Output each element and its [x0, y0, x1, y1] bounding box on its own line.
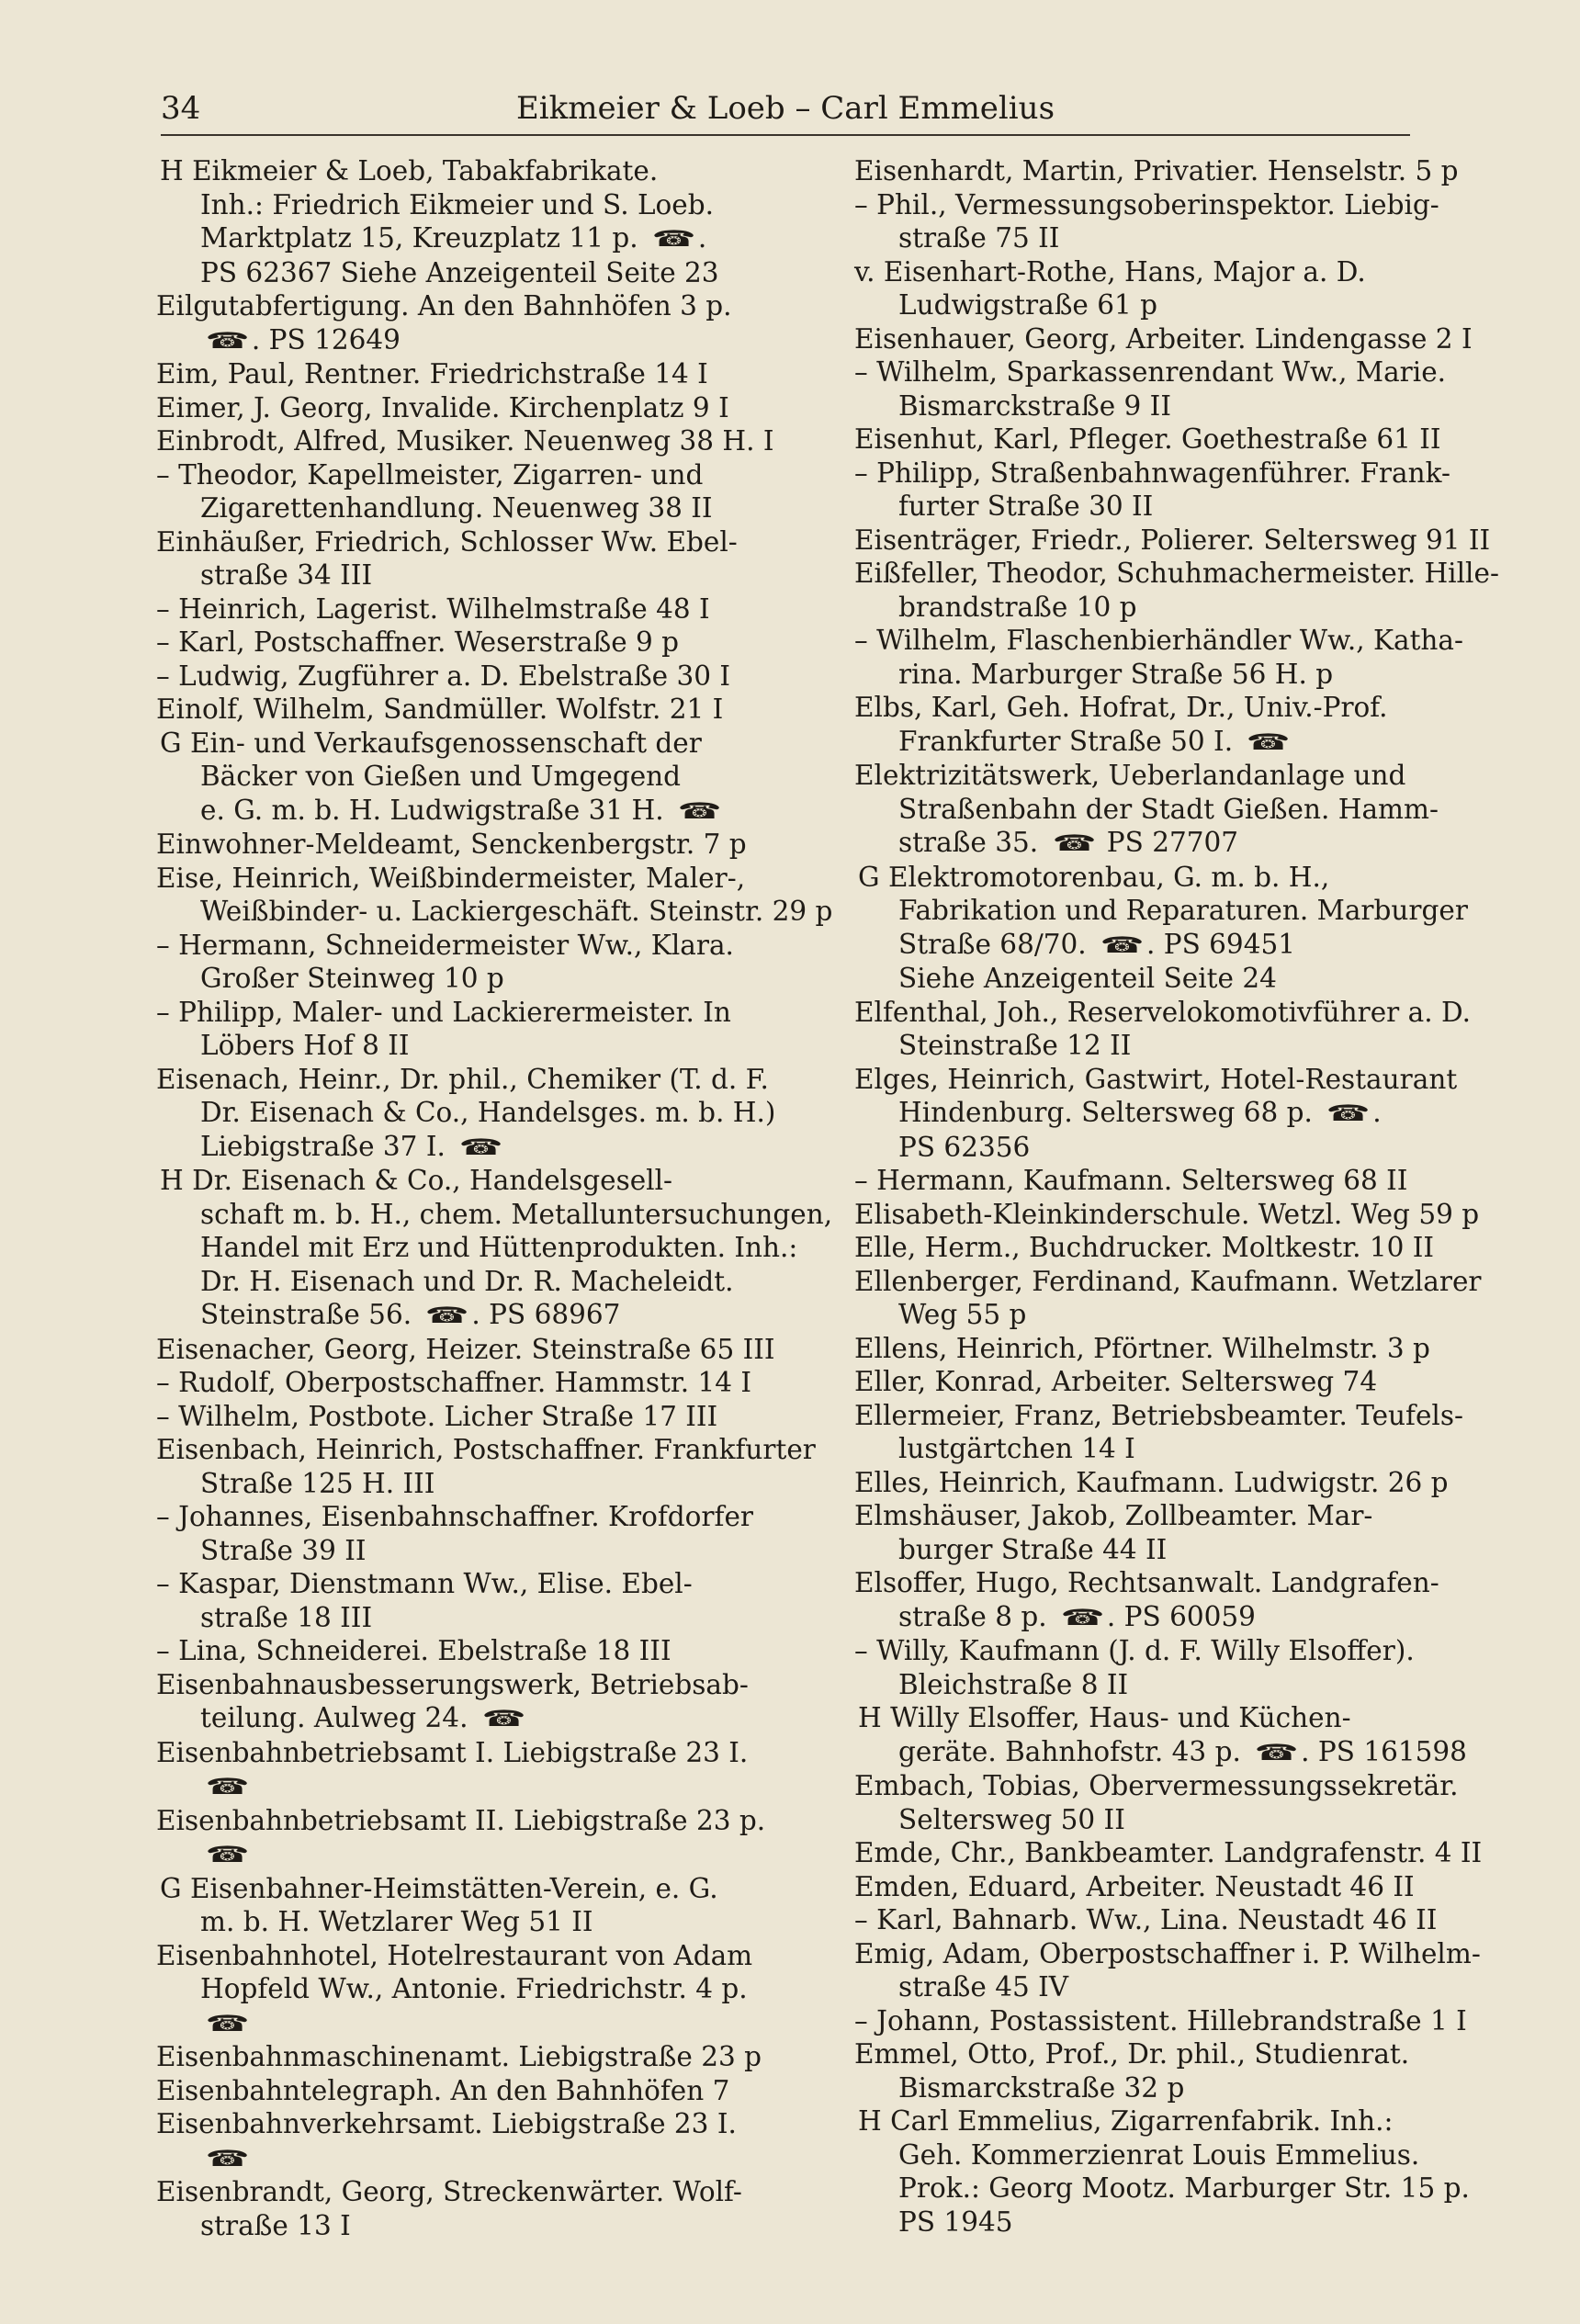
- entry-line: Emig, Adam, Oberpostschaffner i. P. Wilhelm-: [854, 1937, 1481, 1969]
- telephone-icon: ☎: [205, 2010, 247, 2036]
- directory-entry: [156, 289, 808, 357]
- entry-line: Eim, Paul, Rentner. Friedrichstraße 14 I: [156, 358, 708, 389]
- directory-entry: [156, 626, 808, 660]
- entry-line: Eimer, J. Georg, Invalide. Kirchenplatz 9 I: [156, 391, 729, 423]
- directory-entry: [854, 996, 1507, 1063]
- directory-entry: [156, 828, 808, 862]
- entry-line: Dr. H. Eisenach und Dr. R. Macheleidt.: [200, 1265, 734, 1297]
- entry-line: Bismarckstraße 32 p: [898, 2071, 1185, 2104]
- entry-line: – Karl, Postschaffner. Weserstraße 9 p: [156, 626, 680, 658]
- directory-entry: [156, 2107, 808, 2175]
- entry-line: Marktplatz 15, Kreuzplatz 11 p. ☎ .: [156, 221, 808, 256]
- directory-entry: [156, 727, 808, 829]
- directory-entry: [156, 1366, 808, 1400]
- entry-line: PS 62367 Siehe Anzeigenteil Seite 23: [200, 256, 719, 288]
- telephone-icon: ☎: [1060, 1604, 1102, 1630]
- right-column: [854, 154, 1507, 2239]
- entry-line: – Heinrich, Lagerist. Wilhelmstraße 48 I: [156, 592, 710, 625]
- entry-line: – Karl, Bahnarb. Ww., Lina. Neustadt 46 II: [854, 1904, 1438, 1935]
- entry-line: – Hermann, Schneidermeister Ww., Klara.: [156, 929, 734, 961]
- entry-line: Ellenberger, Ferdinand, Kaufmann. Wetzlarer: [854, 1265, 1482, 1297]
- entry-line: Ludwigstraße 61 p: [898, 289, 1158, 321]
- entry-line: Elektrizitätswerk, Ueberlandanlage und: [854, 760, 1406, 791]
- directory-entry: [854, 2037, 1507, 2104]
- entry-line: Bleichstraße 8 II: [898, 1668, 1129, 1700]
- directory-entry: [854, 691, 1507, 759]
- entry-line: Weißbinder- u. Lackiergeschäft. Steinstr. 29 p: [200, 896, 833, 927]
- entry-line: schaft m. b. H., chem. Metalluntersuchungen,: [200, 1198, 833, 1230]
- entry-line: Dr. Eisenach & Co., Handelsges. m. b. H.): [200, 1097, 776, 1128]
- entry-line: Frankfurter Straße 50 I. ☎: [854, 725, 1507, 760]
- directory-entry: [156, 1164, 833, 1333]
- directory-entry: [156, 357, 808, 391]
- directory-entry: [156, 424, 808, 458]
- entry-line: Elfenthal, Joh., Reservelokomotivführer a. D.: [854, 996, 1471, 1028]
- directory-entry: [156, 1939, 808, 2041]
- directory-entry: [156, 1872, 808, 1939]
- directory-entry: [156, 1500, 808, 1567]
- entry-line: Straßenbahn der Stadt Gießen. Hamm-: [898, 793, 1439, 825]
- entry-line: Einhäußer, Friedrich, Schlosser Ww. Ebel-: [156, 525, 738, 558]
- directory-entry: [156, 391, 808, 425]
- directory-entry: [156, 996, 808, 1063]
- telephone-icon: ☎: [1052, 830, 1093, 856]
- entry-line: Elsoffer, Hugo, Rechtsanwalt. Landgrafen-: [854, 1567, 1439, 1598]
- directory-entry: [156, 1804, 808, 1872]
- entry-line: straße 45 IV: [898, 1971, 1069, 2002]
- directory-entry: [854, 1566, 1507, 1634]
- directory-entry: [854, 1769, 1507, 1836]
- entry-line: – Ludwig, Zugführer a. D. Ebelstraße 30 I: [156, 660, 731, 692]
- entry-line: G Ein- und Verkaufsgenossenschaft der: [160, 727, 702, 759]
- entry-line: H Carl Emmelius, Zigarrenfabrik. Inh.:: [858, 2105, 1394, 2137]
- entry-line: Elbs, Karl, Geh. Hofrat, Dr., Univ.-Prof.: [854, 692, 1388, 723]
- entry-line: – Johann, Postassistent. Hillebrandstraße 1 I: [854, 2004, 1467, 2036]
- entry-line: v. Eisenhart-Rothe, Hans, Major a. D.: [854, 255, 1366, 288]
- entry-line: Weg 55 p: [898, 1299, 1027, 1330]
- entry-line: Eisenbahnhotel, Hotelrestaurant von Adam: [156, 1939, 753, 1971]
- entry-line: Steinstraße 56. ☎ . PS 68967: [156, 1298, 808, 1333]
- directory-entry: [854, 1466, 1507, 1500]
- directory-entry: [854, 1265, 1507, 1332]
- entry-line: m. b. H. Wetzlarer Weg 51 II: [200, 1906, 593, 1937]
- telephone-icon: ☎: [1247, 728, 1288, 755]
- entry-line: Eilgutabfertigung. An den Bahnhöfen 3 p.: [156, 290, 732, 322]
- entry-line: – Wilhelm, Sparkassenrendant Ww., Marie.: [854, 356, 1447, 388]
- entry-line: Fabrikation und Reparaturen. Marburger: [898, 895, 1468, 926]
- directory-entry: [156, 660, 808, 694]
- directory-entry: [854, 1332, 1507, 1366]
- directory-entry: [854, 1164, 1507, 1198]
- directory-entry: [156, 1668, 808, 1736]
- entry-line: Hopfeld Ww., Antonie. Friedrichstr. 4 p.: [200, 1973, 748, 2004]
- entry-line: Bismarckstraße 9 II: [898, 389, 1171, 422]
- directory-entry: [156, 862, 833, 929]
- directory-entry: [854, 1365, 1507, 1399]
- entry-line: Liebigstraße 37 I. ☎: [156, 1130, 808, 1165]
- entry-line: Eisenbach, Heinrich, Postschaffner. Frankfurter: [156, 1434, 816, 1465]
- entry-line: Eisenbahnmaschinenamt. Liebigstraße 23 p: [156, 2041, 762, 2072]
- telephone-icon: ☎: [1100, 931, 1142, 958]
- directory-entry: [854, 1499, 1507, 1566]
- telephone-icon: ☎: [205, 1842, 247, 1867]
- entry-line: – Philipp, Straßenbahnwagenführer. Frank-: [854, 457, 1450, 489]
- entry-line: – Phil., Vermessungsoberinspektor. Liebig-: [854, 188, 1439, 220]
- entry-line: G Eisenbahner-Heimstätten-Verein, e. G.: [160, 1872, 718, 1904]
- directory-entry: [854, 1701, 1507, 1769]
- directory-entry: [854, 1063, 1507, 1165]
- entry-line: Ellermeier, Franz, Betriebsbeamter. Teufels-: [854, 1399, 1463, 1431]
- entry-line: – Theodor, Kapellmeister, Zigarren- und: [156, 458, 704, 491]
- entry-line: Eisenbahnbetriebsamt I. Liebigstraße 23 I.: [156, 1736, 749, 1768]
- entry-line: Einbrodt, Alfred, Musiker. Neuenweg 38 H. I: [156, 425, 774, 457]
- entry-line: [156, 2141, 808, 2176]
- entry-line: Großer Steinweg 10 p: [200, 963, 504, 994]
- entry-line: Eisenbahntelegraph. An den Bahnhöfen 7: [156, 2074, 730, 2106]
- entry-line: Ellens, Heinrich, Pförtner. Wilhelmstr. 3 p: [854, 1332, 1430, 1364]
- directory-entry: [854, 524, 1507, 558]
- directory-entry: [156, 929, 808, 996]
- entry-line: H Dr. Eisenach & Co., Handelsgesell-: [160, 1165, 673, 1196]
- directory-entry: [156, 693, 808, 727]
- directory-entry: [854, 1937, 1507, 2004]
- directory-entry: [854, 423, 1507, 457]
- entry-line: Geh. Kommerzienrat Louis Emmelius.: [898, 2138, 1420, 2171]
- entry-line: H Willy Elsoffer, Haus- und Küchen-: [858, 1702, 1351, 1733]
- entry-line: Eisenhardt, Martin, Privatier. Henselstr. 5 p: [854, 155, 1459, 186]
- entry-line: Prok.: Georg Mootz. Marburger Str. 15 p.: [898, 2172, 1470, 2204]
- entry-line: – Johannes, Eisenbahnschaffner. Krofdorfer: [156, 1501, 754, 1532]
- directory-entry: [156, 458, 808, 525]
- telephone-icon: ☎: [1326, 1100, 1368, 1126]
- directory-entry: [156, 1634, 808, 1668]
- entry-line: straße 34 III: [200, 559, 373, 591]
- directory-entry: [854, 1634, 1507, 1701]
- entry-line: Straße 39 II: [200, 1534, 367, 1566]
- entry-line: straße 35. ☎ PS 27707: [854, 826, 1507, 861]
- entry-line: [156, 1837, 808, 1872]
- directory-entry: [156, 2074, 808, 2108]
- entry-line: e. G. m. b. H. Ludwigstraße 31 H. ☎: [156, 794, 808, 829]
- entry-line: straße 75 II: [898, 222, 1060, 254]
- entry-line: H Eikmeier & Loeb, Tabakfabrikate.: [160, 155, 659, 186]
- entry-line: Löbers Hof 8 II: [200, 1030, 410, 1061]
- entry-line: Eisenträger, Friedr., Polierer. Seltersweg 91 II: [854, 524, 1491, 556]
- directory-entry: [156, 592, 808, 626]
- directory-entry: [854, 2104, 1507, 2239]
- entry-line: brandstraße 10 p: [898, 591, 1137, 623]
- entry-line: Eisenhut, Karl, Pfleger. Goethestraße 61 II: [854, 423, 1441, 455]
- directory-entry: [854, 624, 1507, 691]
- entry-line: Bäcker von Gießen und Umgegend: [200, 761, 682, 792]
- directory-entry: [854, 1870, 1507, 1904]
- entry-line: – Willy, Kaufmann (J. d. F. Willy Elsoffer).: [854, 1635, 1415, 1666]
- entry-line: Handel mit Erz und Hüttenprodukten. Inh.:: [200, 1232, 798, 1263]
- entry-line: Elges, Heinrich, Gastwirt, Hotel-Restaurant: [854, 1063, 1458, 1095]
- left-column: [156, 154, 833, 2242]
- directory-entry: [854, 1836, 1507, 1870]
- entry-line: burger Straße 44 II: [898, 1533, 1168, 1565]
- entry-line: Steinstraße 12 II: [898, 1030, 1132, 1061]
- entry-line: lustgärtchen 14 I: [898, 1433, 1135, 1464]
- entry-line: PS 1945: [898, 2206, 1013, 2238]
- entry-line: Eisenacher, Georg, Heizer. Steinstraße 65 III: [156, 1333, 775, 1365]
- directory-entry: [854, 759, 1507, 861]
- entry-line: Eller, Konrad, Arbeiter. Seltersweg 74: [854, 1366, 1378, 1397]
- directory-entry: [156, 2040, 808, 2074]
- entry-line: rina. Marburger Straße 56 H. p: [898, 658, 1334, 690]
- entry-line: Elmshäuser, Jakob, Zollbeamter. Mar-: [854, 1500, 1373, 1531]
- entry-line: – Wilhelm, Flaschenbierhändler Ww., Katha-: [854, 625, 1463, 656]
- page-header: [161, 83, 1410, 136]
- directory-entry: [156, 154, 808, 289]
- directory-entry: [156, 525, 808, 592]
- entry-line: Eisenbahnverkehrsamt. Liebigstraße 23 I.: [156, 2108, 737, 2139]
- entry-line: teilung. Aulweg 24. ☎: [156, 1701, 808, 1736]
- directory-entry: [156, 1433, 816, 1500]
- directory-entry: [854, 1399, 1507, 1466]
- directory-entry: [156, 1333, 808, 1367]
- entry-line: – Kaspar, Dienstmann Ww., Elise. Ebel-: [156, 1568, 693, 1599]
- entry-line: Inh.: Friedrich Eikmeier und S. Loeb.: [200, 188, 715, 220]
- directory-entry: [156, 1063, 808, 1165]
- directory-entry: [854, 355, 1507, 423]
- entry-line: PS 62356: [898, 1131, 1031, 1163]
- entry-line: – Wilhelm, Postbote. Licher Straße 17 III: [156, 1400, 718, 1432]
- entry-line: straße 13 I: [200, 2209, 351, 2241]
- entry-line: Einwohner-Meldeamt, Senckenbergstr. 7 p: [156, 829, 747, 860]
- entry-line: furter Straße 30 II: [898, 491, 1154, 522]
- entry-line: Eisenbrandt, Georg, Streckenwärter. Wolf-: [156, 2176, 742, 2207]
- entry-line: Einolf, Wilhelm, Sandmüller. Wolfstr. 21 I: [156, 694, 724, 725]
- directory-entry: [854, 1903, 1507, 1937]
- entry-line: Elle, Herm., Buchdrucker. Moltkestr. 10 II: [854, 1232, 1435, 1263]
- directory-entry: [854, 255, 1507, 322]
- directory-entry: [156, 1567, 808, 1634]
- telephone-icon: ☎: [651, 226, 694, 252]
- directory-entry: [854, 2004, 1507, 2038]
- telephone-icon: ☎: [1254, 1739, 1296, 1766]
- directory-entry: [156, 1400, 808, 1434]
- entry-line: Seltersweg 50 II: [898, 1803, 1125, 1835]
- telephone-icon: ☎: [425, 1303, 467, 1328]
- entry-line: ☎ . PS 12649: [156, 323, 808, 358]
- directory-entry: [854, 1231, 1507, 1265]
- entry-line: Eisenbahnausbesserungswerk, Betriebsab-: [156, 1668, 749, 1700]
- entry-line: Zigarettenhandlung. Neuenweg 38 II: [200, 492, 713, 524]
- running-title: Eikmeier & Loeb – Carl Emmelius: [515, 90, 1055, 127]
- entry-line: Siehe Anzeigenteil Seite 24: [898, 963, 1277, 994]
- telephone-icon: ☎: [458, 1134, 501, 1160]
- telephone-icon: ☎: [205, 2145, 247, 2172]
- directory-entry: [854, 1198, 1507, 1232]
- entry-line: Eisenbahnbetriebsamt II. Liebigstraße 23 p.: [156, 1804, 766, 1836]
- entry-line: Eisenach, Heinr., Dr. phil., Chemiker (T. d. F.: [156, 1063, 769, 1095]
- entry-line: Emden, Eduard, Arbeiter. Neustadt 46 II: [854, 1870, 1415, 1902]
- entry-line: – Hermann, Kaufmann. Seltersweg 68 II: [854, 1165, 1408, 1196]
- entry-line: – Lina, Schneiderei. Ebelstraße 18 III: [156, 1635, 672, 1666]
- entry-line: – Rudolf, Oberpostschaffner. Hammstr. 14 I: [156, 1367, 752, 1398]
- entry-line: Emde, Chr., Bankbeamter. Landgrafenstr. 4 II: [854, 1837, 1483, 1868]
- entry-line: Eise, Heinrich, Weißbindermeister, Maler-,: [156, 862, 746, 894]
- directory-entry: [854, 188, 1507, 255]
- telephone-icon: ☎: [677, 797, 719, 824]
- directory-entry: [854, 322, 1507, 356]
- telephone-icon: ☎: [205, 327, 247, 354]
- entry-line: Emmel, Otto, Prof., Dr. phil., Studienrat.: [854, 2038, 1410, 2070]
- directory-entry: [854, 861, 1507, 996]
- entry-line: Straße 68/70. ☎ . PS 69451: [854, 928, 1507, 963]
- entry-line: Embach, Tobias, Obervermessungssekretär.: [854, 1770, 1459, 1801]
- entry-line: – Philipp, Maler- und Lackierermeister. In: [156, 996, 731, 1028]
- entry-line: geräte. Bahnhofstr. 43 p. ☎ . PS 161598: [854, 1735, 1507, 1770]
- telephone-icon: ☎: [481, 1706, 524, 1732]
- entry-line: Elles, Heinrich, Kaufmann. Ludwigstr. 26 p: [854, 1466, 1449, 1498]
- entry-line: Elisabeth-Kleinkinderschule. Wetzl. Weg 59 p: [854, 1198, 1480, 1230]
- entry-line: Eißfeller, Theodor, Schuhmachermeister. Hille-: [854, 558, 1499, 589]
- entry-line: Hindenburg. Seltersweg 68 p. ☎ .: [854, 1096, 1507, 1131]
- directory-entry: [156, 1736, 808, 1804]
- directory-entry: [854, 457, 1507, 524]
- entry-line: G Elektromotorenbau, G. m. b. H.,: [858, 861, 1330, 893]
- directory-entry: [854, 557, 1507, 624]
- directory-entry: [854, 154, 1507, 188]
- directory-entry: [156, 2175, 808, 2242]
- entry-line: Eisenhauer, Georg, Arbeiter. Lindengasse 2 I: [854, 322, 1473, 355]
- entry-line: straße 18 III: [200, 1601, 373, 1633]
- entry-line: [156, 2006, 808, 2041]
- entry-line: [156, 1769, 808, 1804]
- page-number: 34: [161, 90, 201, 127]
- entry-line: Straße 125 H. III: [200, 1467, 435, 1499]
- entry-line: straße 8 p. ☎ . PS 60059: [854, 1600, 1507, 1635]
- telephone-icon: ☎: [205, 1774, 247, 1799]
